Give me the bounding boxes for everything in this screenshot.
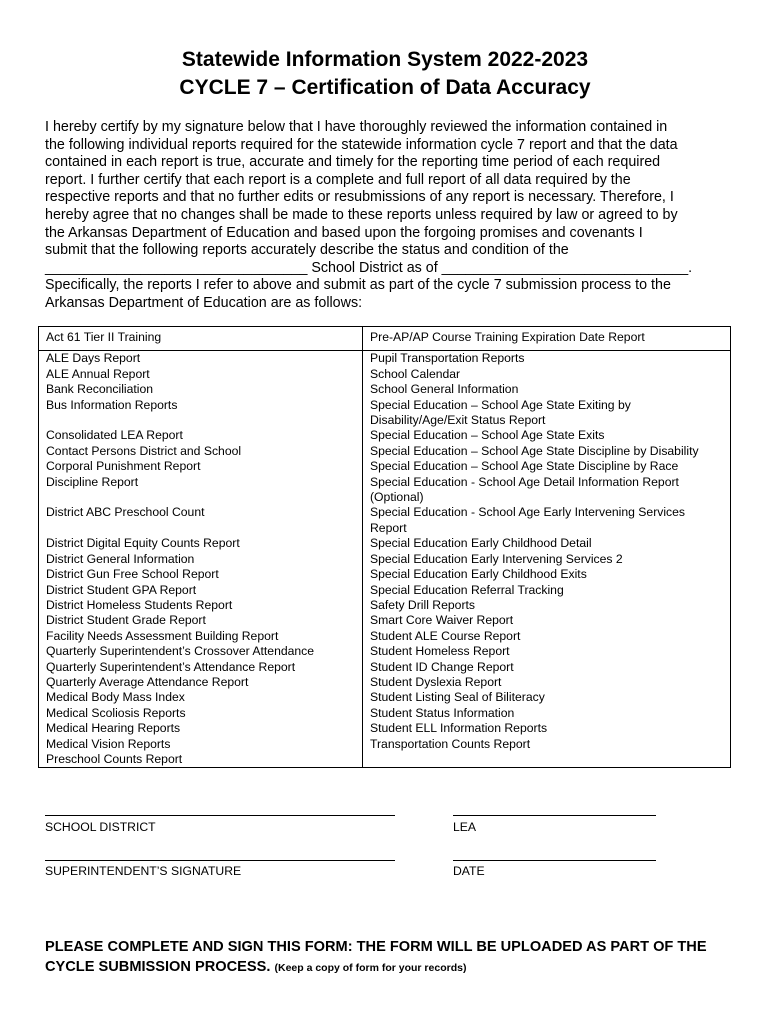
list-item: Special Education – School Age State Exits bbox=[370, 428, 605, 443]
list-item: Special Education - School Age Early Intervening Services bbox=[370, 505, 686, 520]
reports-table bbox=[38, 326, 731, 768]
list-item: Quarterly Superintendent’s Attendance Report bbox=[46, 659, 296, 674]
list-item: Preschool Counts Report bbox=[46, 751, 183, 766]
list-item: District Student Grade Report bbox=[46, 613, 206, 628]
list-item: Medical Hearing Reports bbox=[46, 721, 181, 736]
list-item: District Digital Equity Counts Report bbox=[46, 536, 240, 551]
list-item: Special Education - School Age Detail Information Report bbox=[370, 474, 679, 489]
list-item: Student Listing Seal of Biliteracy bbox=[370, 690, 545, 705]
list-item: (Optional) bbox=[370, 490, 424, 505]
list-item: District ABC Preschool Count bbox=[46, 505, 205, 520]
date-signature-line[interactable] bbox=[453, 860, 656, 861]
list-item: Disability/Age/Exit Status Report bbox=[370, 413, 546, 428]
superintendent-signature-line[interactable] bbox=[45, 860, 395, 861]
list-item: Facility Needs Assessment Building Report bbox=[46, 628, 279, 643]
list-item: Student ALE Course Report bbox=[370, 628, 521, 643]
list-item: Corporal Punishment Report bbox=[46, 459, 201, 474]
list-item: Smart Core Waiver Report bbox=[370, 613, 514, 628]
table-header-row bbox=[39, 327, 731, 351]
list-item: Safety Drill Reports bbox=[370, 597, 475, 612]
lea-label: LEA bbox=[453, 820, 477, 834]
page-title: Statewide Information System 2022-2023 bbox=[181, 48, 589, 71]
list-item: Special Education Early Childhood Exits bbox=[370, 567, 587, 582]
list-item: Medical Vision Reports bbox=[46, 736, 171, 751]
list-item: Student ID Change Report bbox=[370, 659, 514, 674]
certification-paragraph: I hereby certify by my signature below that I have thoroughly reviewed the information contained in the following individual reports required for the statewide information cycle 7 report and that the data contained in each report is true, accurate and timely for the reporting time period of each required report. I further certify that each report is a complete and full report of all data required by the respective reports and that no further edits or resubmissions of any report is necessary. Therefore, I hereby agree that no changes shall be made to these reports unless required by law or agreed to by the Arkansas Department of Education and based upon the forgoing promises and covenants I submit that the following reports accurately describe the status and condition of the _________________________________ School District as of _______________________________. Specifically, the reports I refer to above and submit as part of the cycle 7 submission process to the Arkansas Department of Education are as follows: bbox=[45, 119, 693, 311]
list-item bbox=[46, 490, 362, 505]
list-item: Special Education – School Age State Discipline by Disability bbox=[370, 443, 699, 458]
notice-main-text: PLEASE COMPLETE AND SIGN THIS FORM: THE FORM WILL BE UPLOADED AS PART OF THE CYCLE SUBMISSION PROCESS. bbox=[45, 939, 707, 975]
list-item bbox=[46, 521, 362, 536]
list-item: Special Education – School Age State Discipline by Race bbox=[370, 459, 679, 474]
list-item: Special Education Referral Tracking bbox=[370, 582, 564, 597]
list-item: Special Education Early Childhood Detail bbox=[370, 536, 592, 551]
header-left-cell: Act 61 Tier II Training bbox=[39, 327, 363, 351]
reports-left-column bbox=[39, 351, 363, 768]
list-item: ALE Days Report bbox=[46, 351, 141, 366]
list-item: Bus Information Reports bbox=[46, 397, 178, 412]
list-item: Consolidated LEA Report bbox=[46, 428, 183, 443]
table-row bbox=[39, 351, 731, 768]
list-item: School Calendar bbox=[370, 366, 461, 381]
list-item bbox=[46, 413, 362, 428]
list-item: School General Information bbox=[370, 382, 519, 397]
list-item: Quarterly Average Attendance Report bbox=[46, 674, 249, 689]
list-item: Student Homeless Report bbox=[370, 644, 510, 659]
list-item: Report bbox=[370, 520, 407, 535]
list-item: Discipline Report bbox=[46, 474, 139, 489]
school-district-signature-line[interactable] bbox=[45, 815, 395, 816]
list-item: Student Status Information bbox=[370, 705, 515, 720]
list-item: Transportation Counts Report bbox=[370, 736, 531, 751]
superintendent-signature-label: SUPERINTENDENT’S SIGNATURE bbox=[45, 864, 242, 878]
notice-small-text: (Keep a copy of form for your records) bbox=[274, 961, 467, 974]
list-item: Bank Reconciliation bbox=[46, 382, 154, 397]
header-right-cell: Pre-AP/AP Course Training Expiration Date Report bbox=[363, 327, 731, 351]
list-item: Special Education Early Intervening Services 2 bbox=[370, 551, 623, 566]
list-item: Contact Persons District and School bbox=[46, 443, 242, 458]
list-item: Special Education – School Age State Exiting by bbox=[370, 397, 631, 412]
list-item: District Student GPA Report bbox=[46, 582, 197, 597]
submission-notice bbox=[45, 938, 735, 978]
list-item: ALE Annual Report bbox=[46, 366, 150, 381]
list-item: District Gun Free School Report bbox=[46, 567, 219, 582]
reports-right-column bbox=[363, 351, 731, 768]
date-label: DATE bbox=[453, 864, 485, 878]
list-item: Student Dyslexia Report bbox=[370, 674, 502, 689]
list-item: Quarterly Superintendent’s Crossover Attendance bbox=[46, 644, 315, 659]
lea-signature-line[interactable] bbox=[453, 815, 656, 816]
list-item: District Homeless Students Report bbox=[46, 597, 233, 612]
page-subtitle: CYCLE 7 – Certification of Data Accuracy bbox=[179, 76, 591, 99]
list-item: Pupil Transportation Reports bbox=[370, 351, 525, 366]
list-item: District General Information bbox=[46, 551, 195, 566]
list-item: Student ELL Information Reports bbox=[370, 721, 548, 736]
list-item bbox=[370, 752, 730, 767]
school-district-label: SCHOOL DISTRICT bbox=[45, 820, 156, 834]
list-item: Medical Scoliosis Reports bbox=[46, 705, 186, 720]
list-item: Medical Body Mass Index bbox=[46, 690, 185, 705]
